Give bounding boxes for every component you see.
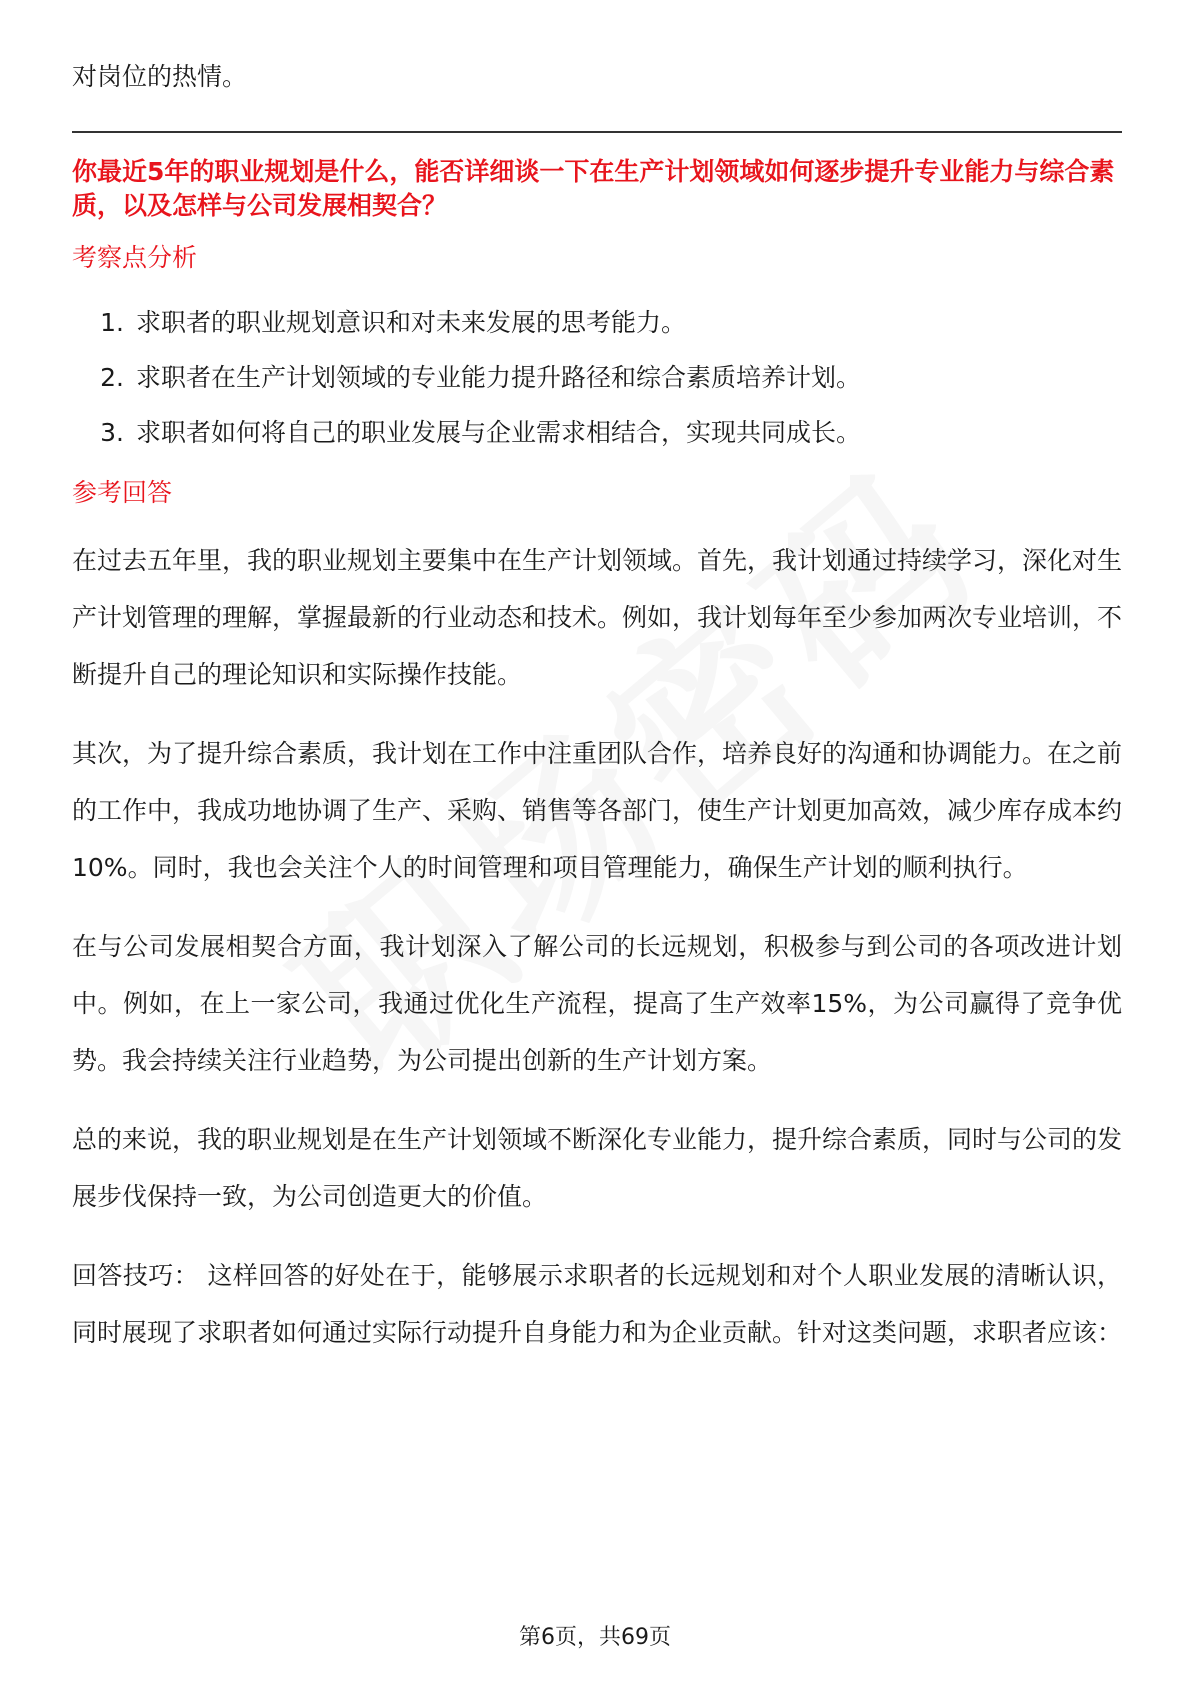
list-item-text: 求职者在生产计划领域的专业能力提升路径和综合素质培养计划。 [136, 363, 862, 392]
list-item [72, 405, 1122, 460]
list-item-number: 2. [100, 363, 124, 392]
answer-paragraph: 总的来说，我的职业规划是在生产计划领域不断深化专业能力，提升综合素质，同时与公司的发展步伐保持一致，为公司创造更大的价值。 [72, 1125, 1123, 1211]
answer-tip: 回答技巧： 这样回答的好处在于，能够展示求职者的长远规划和对个人职业发展的清晰认识，同时展现了求职者如何通过实际行动提升自身能力和为企业贡献。针对这类问题，求职者应该： [72, 1261, 1123, 1347]
list-item [72, 295, 1122, 350]
page-content [72, 48, 1122, 1361]
answer-paragraph: 在与公司发展相契合方面，我计划深入了解公司的长远规划，积极参与到公司的各项改进计划中。例如，在上一家公司，我通过优化生产流程，提高了生产效率15%，为公司赢得了竞争优势。我会持续关注行业趋势，为公司提出创新的生产计划方案。 [72, 932, 1122, 1075]
page-number: 第6页，共69页 [519, 1625, 671, 1650]
section-divider [72, 131, 1122, 133]
list-item-number: 1. [100, 308, 124, 337]
answer-heading: 参考回答 [72, 478, 173, 507]
list-item-text: 求职者如何将自己的职业发展与企业需求相结合，实现共同成长。 [136, 418, 862, 447]
list-item [72, 350, 1122, 405]
answer-paragraph: 在过去五年里，我的职业规划主要集中在生产计划领域。首先，我计划通过持续学习，深化对生产计划管理的理解，掌握最新的行业动态和技术。例如，我计划每年至少参加两次专业培训，不断提升自己的理论知识和实际操作技能。 [72, 546, 1123, 689]
analysis-heading: 考察点分析 [72, 243, 198, 272]
analysis-list [72, 295, 1122, 460]
continued-text: 对岗位的热情。 [72, 62, 248, 91]
list-item-text: 求职者的职业规划意识和对未来发展的思考能力。 [136, 308, 687, 337]
answer-paragraph: 其次，为了提升综合素质，我计划在工作中注重团队合作，培养良好的沟通和协调能力。在之前的工作中，我成功地协调了生产、采购、销售等各部门，使生产计划更加高效，减少库存成本约10%。同时，我也会关注个人的时间管理和项目管理能力，确保生产计划的顺利执行。 [72, 739, 1123, 882]
list-item-number: 3. [100, 418, 124, 447]
interview-question: 你最近5年的职业规划是什么，能否详细谈一下在生产计划领域如何逐步提升专业能力与综合素质，以及怎样与公司发展相契合？ [72, 157, 1115, 220]
